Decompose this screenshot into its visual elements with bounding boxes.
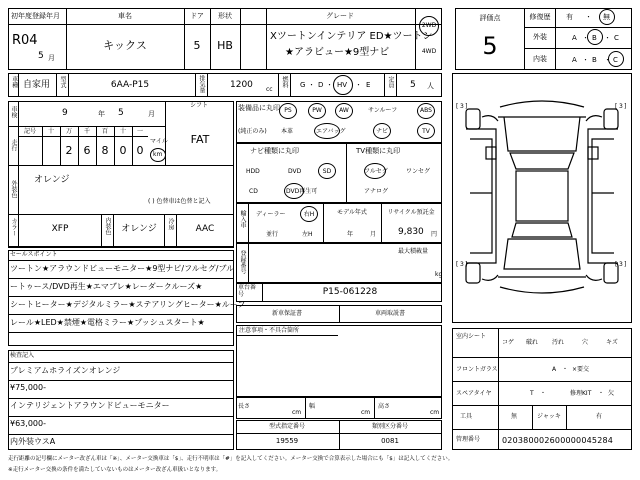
doors-label: ドア <box>190 12 204 20</box>
registration-month: 5 <box>38 51 44 61</box>
shift-value: FAT <box>190 133 210 146</box>
import-label: 輸入車 <box>239 210 246 228</box>
spare-tire-label: スペアタイヤ <box>456 390 492 397</box>
equipment-airbag: エアバッグ <box>316 128 346 135</box>
grade-label: グレード <box>326 12 354 20</box>
registration-label: 登録番号 <box>239 250 246 274</box>
type-number-label: 型式指定番号 <box>268 423 306 430</box>
displacement-label: 排気量 <box>198 75 205 93</box>
inspector-line-1: プレミアムホライズンオレンジ <box>10 366 121 375</box>
recycle-value: 9,830 <box>398 227 424 237</box>
max-load-label: 最大積載量 <box>398 248 429 255</box>
mileage-unit-km: km <box>153 151 163 158</box>
equipment-aw: AW <box>339 107 349 114</box>
model-type: 6AA-P15 <box>110 80 150 90</box>
management-label: 管理番号 <box>456 436 481 443</box>
chassis-number: P15-061228 <box>322 287 378 297</box>
inspector-line-4: ¥63,000- <box>10 419 46 428</box>
interior-grade-a: A <box>572 56 577 64</box>
recycle-label: リサイクル預託金 <box>387 209 435 216</box>
inspection-month-unit: 月 <box>148 110 155 118</box>
equipment-leather: 本革 <box>281 128 294 135</box>
import-dealer: ディーラー <box>256 211 286 218</box>
fuel-hv: HV <box>337 81 348 89</box>
notes-label: 注意事項・不具合箇所 <box>239 327 300 334</box>
navi-cd: CD <box>249 188 258 195</box>
mileage-digit-1: 6 <box>83 144 91 157</box>
equipment-ps: PS <box>284 107 292 114</box>
model-year-unit-year: 年 <box>347 231 354 238</box>
repair-yes: 有 <box>566 13 573 21</box>
tv-fullseg: フルセグ <box>364 168 388 175</box>
repair-label: 修復歴 <box>529 13 551 21</box>
mileage-unit-1: 十 <box>47 128 55 135</box>
jack-label: ジャッキ <box>537 413 561 420</box>
color-code: XFP <box>51 224 69 234</box>
model-year-label: モデル年式 <box>337 209 367 216</box>
category-number: 0081 <box>381 437 399 445</box>
recycle-unit: 円 <box>431 231 438 238</box>
equipment-label: 装備品に丸印 <box>238 104 280 112</box>
tv-oneseg: ワンセグ <box>406 168 431 175</box>
equipment-abs: ABS <box>420 107 432 114</box>
inspection-year-unit: 年 <box>98 110 105 118</box>
fuel-e: E <box>366 81 371 89</box>
score-value: 5 <box>482 32 498 60</box>
displacement: 1200 <box>230 80 253 90</box>
mileage-digit-2: 8 <box>101 144 109 157</box>
exterior-color-note: ( ) 色替車は色替と記入 <box>148 198 211 205</box>
management-number: 020380002600000045284 <box>502 436 614 445</box>
import-right-handle: 右H <box>303 211 315 218</box>
interior-color: オレンジ <box>121 224 157 234</box>
shape-label: 形状 <box>218 12 232 20</box>
front-glass-label: フロントガラス <box>456 366 498 373</box>
navi-label: ナビ種類に丸印 <box>250 147 299 155</box>
manual: 車両取説書 <box>374 310 406 317</box>
diagram-corner-br: 3 <box>619 261 623 268</box>
diagram-corner-tl: 3 <box>460 103 464 110</box>
type-number: 19559 <box>275 437 299 445</box>
sales-line-2: ートゥース/DVD再生★エマブレ★レーダークルーズ★ <box>10 282 203 291</box>
seat-burn: コゲ <box>502 339 515 346</box>
height-label: 高さ <box>378 403 391 410</box>
front-glass-replace: ×要交 <box>572 366 590 373</box>
footnote-line1: 走行距離の記号欄にメーター改ざん車は「※」、メーター交換車は「$」、走行不明車は「#」を記入してください。メーター交換で合算表示した場合にも「$」は記入してください。 <box>8 456 454 462</box>
model-type-label: 型式 <box>59 76 66 88</box>
inspector-line-3: インテリジェントアラウンドビューモニター <box>10 401 170 410</box>
max-load-unit: kg <box>435 271 443 278</box>
exterior-grade-c: C <box>614 34 619 42</box>
inspector-line-5: 内外装ウスA <box>10 437 56 446</box>
exterior-grade-b: B <box>592 34 597 42</box>
exterior-grade-label: 外装 <box>533 33 547 41</box>
model-year-unit-month: 月 <box>370 231 377 238</box>
score-label: 評価点 <box>479 14 501 22</box>
equipment-sub: (純正のみ) <box>238 128 267 135</box>
registration-year-label: 初年度登録年月 <box>11 12 60 20</box>
sales-line-4: レール★LED★禁煙★電格ミラー★プッシュスタート★ <box>10 318 205 327</box>
mileage-unit-2: 万 <box>65 128 73 135</box>
import-left-handle: 左H <box>302 231 313 238</box>
spare-tire-t: T <box>530 390 534 397</box>
inspector-line-2: ¥75,000- <box>10 383 46 392</box>
seat-tear: 破れ <box>526 339 539 346</box>
grade-line2: ★アラビュー★9型ナビ <box>285 47 390 58</box>
chassis-label: 車台番号 <box>238 284 257 298</box>
exterior-color: オレンジ <box>34 175 70 185</box>
interior-grade-label: 内装 <box>533 55 547 63</box>
mileage-digit-0: 2 <box>65 144 73 157</box>
jack-value: 有 <box>596 413 603 420</box>
inspection-month: 5 <box>118 108 124 118</box>
footnote-line2: ※走行メーター交換の条件を満たしていないものはメーター改ざん車扱いとなります。 <box>8 467 222 473</box>
interior-grade-c: C <box>613 56 618 64</box>
import-parallel: 並行 <box>266 231 279 238</box>
car-outline-diagram <box>452 73 632 323</box>
color-code-label: カラー <box>10 218 17 236</box>
fuel-d: D <box>318 81 324 89</box>
spare-tire-kit: 修理KIT <box>570 390 592 397</box>
equipment-sunroof: サンルーフ <box>368 107 398 114</box>
shape-value: HB <box>217 39 233 52</box>
spare-tire-none: 欠 <box>608 390 615 397</box>
registration-era: R04 <box>12 33 38 48</box>
inspection-year: 9 <box>62 108 68 118</box>
mileage-label: 走行 <box>10 139 17 151</box>
length-unit: cm <box>292 409 302 416</box>
exterior-color-label: 外装色 <box>10 180 17 198</box>
fuel-g: G <box>300 81 306 89</box>
navi-sd: SD <box>322 168 332 175</box>
tools-label: 工具 <box>460 413 473 420</box>
grade-line1: Xツートンインテリア ED★ツートン <box>270 31 433 42</box>
width-label: 幅 <box>309 403 316 410</box>
length-label: 長さ <box>238 403 251 410</box>
repair-no: 無 <box>603 13 610 21</box>
front-glass-a: A <box>552 366 557 373</box>
exterior-grade-a: A <box>572 34 577 42</box>
aircon-label: 冷房 <box>167 218 174 230</box>
new-warranty: 新車保証書 <box>271 310 303 317</box>
sales-line-1: ツートン★アラウンドビューモニター★9型ナビ/フルセグ/ブル <box>10 264 235 273</box>
inspection-label: 車検 <box>10 106 17 118</box>
mileage-unit-3: 千 <box>83 128 91 135</box>
navi-hdd: HDD <box>246 168 260 175</box>
category-number-label: 類別区分番号 <box>371 423 409 430</box>
capacity: 5 <box>410 80 416 90</box>
navi-dvd-play: DVD再生可 <box>286 188 318 195</box>
mileage-digit-3: 0 <box>119 144 127 157</box>
tools-value: 無 <box>511 413 518 420</box>
mileage-unit-4: 百 <box>101 128 109 135</box>
car-name: キックス <box>103 39 147 52</box>
seat-hole: 穴 <box>582 339 589 346</box>
navi-dvd: DVD <box>288 168 302 175</box>
equipment-tv: TV <box>422 128 430 135</box>
mileage-unit-mile: マイル <box>150 138 168 145</box>
interior-grade-b: B <box>592 56 597 64</box>
sales-points-label: セールスポイント <box>10 251 58 258</box>
tv-label: TV種類に丸印 <box>356 147 401 155</box>
equipment-navi: ナビ <box>375 128 389 135</box>
aircon: AAC <box>195 224 215 234</box>
tv-analog: アナログ <box>364 188 389 195</box>
vehicle-use: 自家用 <box>23 80 51 90</box>
inspector-label: 検査記入 <box>10 352 35 359</box>
car-name-label: 車名 <box>118 12 132 20</box>
interior-color-label: 内装色 <box>104 217 111 235</box>
fuel-label: 燃料 <box>281 76 288 88</box>
drive-2wd: 2WD <box>421 22 437 29</box>
equipment-pw: PW <box>312 107 322 114</box>
registration-month-unit: 月 <box>48 54 55 62</box>
diagram-corner-bl: 3 <box>460 261 464 268</box>
diagram-corner-tr: 3 <box>619 103 623 110</box>
width-unit: cm <box>361 409 371 416</box>
capacity-label: 定員 <box>387 76 394 88</box>
shift-label: シフト <box>190 102 209 109</box>
seat-scratch: キズ <box>606 339 618 346</box>
seat-dirt: 汚れ <box>552 339 565 346</box>
capacity-unit: 人 <box>427 82 434 90</box>
vehicle-use-label: 車種 <box>10 76 18 88</box>
drive-4wd: 4WD <box>421 48 437 55</box>
displacement-unit: cc <box>266 86 273 93</box>
height-unit: cm <box>430 409 440 416</box>
mileage-unit-6: 一 <box>136 128 144 135</box>
interior-seat-label: 室内シート <box>456 333 487 340</box>
mileage-unit-5: 十 <box>119 128 127 135</box>
mileage-digit-4: 0 <box>136 144 144 157</box>
sales-line-3: シートヒーター★デジタルミラー★ステアリングヒーター★ルーフ <box>10 300 246 309</box>
doors-value: 5 <box>193 39 201 52</box>
mileage-unit-0: 記号 <box>23 128 37 135</box>
